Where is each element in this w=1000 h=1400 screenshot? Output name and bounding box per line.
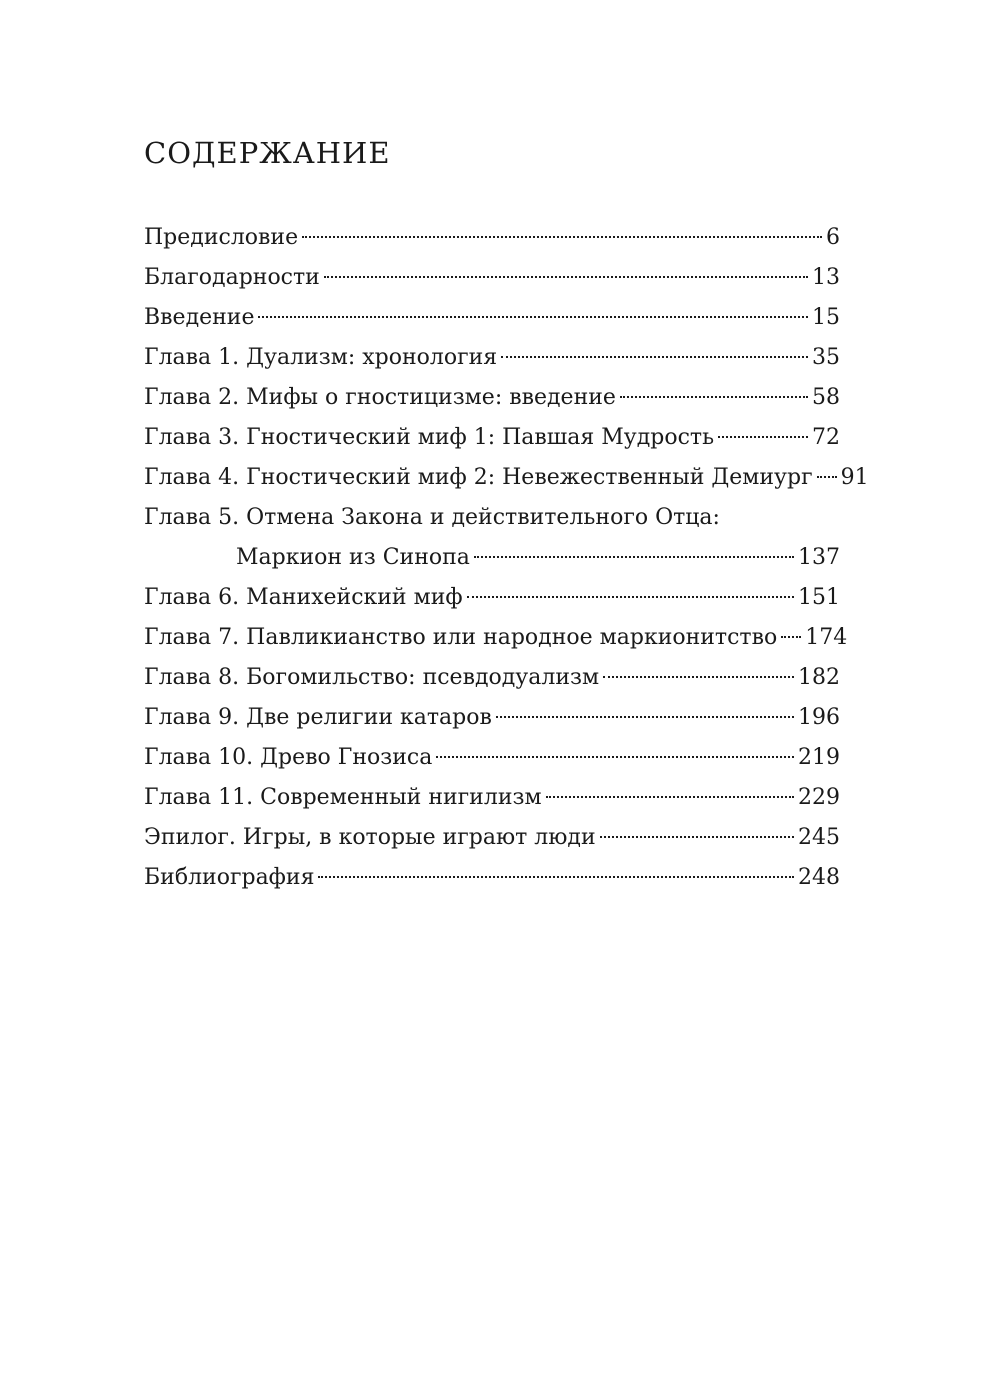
toc-entry-page: 35 (812, 345, 840, 370)
toc-dot-leader (436, 756, 794, 758)
toc-entry (144, 338, 840, 378)
toc-entry (144, 258, 840, 298)
toc-entry (144, 658, 840, 698)
toc-entry-page: 58 (812, 385, 840, 410)
toc-entry-label: Глава 10. Древо Гнозиса (144, 745, 433, 770)
toc-entry-page: 248 (798, 865, 840, 890)
toc-dot-leader (546, 796, 794, 798)
toc-dot-leader (501, 356, 808, 358)
toc-entry-label: Глава 1. Дуализм: хронология (144, 345, 498, 370)
toc-entry-label: Библиография (144, 865, 315, 890)
toc-entry-page: 219 (798, 745, 840, 770)
toc-list (144, 218, 869, 898)
toc-dot-leader (302, 236, 822, 238)
toc-entry-label: Глава 5. Отмена Закона и действительного Отца: (144, 505, 720, 530)
toc-entry-label: Глава 8. Богомильство: псевдодуализм (144, 665, 600, 690)
toc-entry-page: 91 (840, 465, 869, 490)
toc-dot-leader (474, 556, 794, 558)
toc-dot-leader (620, 396, 808, 398)
toc-entry-label: Глава 11. Современный нигилизм (144, 785, 542, 810)
toc-entry-page: 245 (798, 825, 840, 850)
toc-entry-label-continuation: Маркион из Синопа (236, 545, 470, 570)
toc-entry-page: 137 (798, 545, 840, 570)
toc-entry-page: 229 (798, 785, 840, 810)
toc-entry-label: Эпилог. Игры, в которые играют люди (144, 825, 596, 850)
toc-entry (144, 818, 840, 858)
toc-entry (144, 458, 869, 498)
toc-entry-page: 196 (798, 705, 840, 730)
toc-entry (144, 498, 840, 538)
toc-entry (144, 738, 840, 778)
toc-entry-page: 72 (812, 425, 840, 450)
toc-entry-page: 15 (812, 305, 840, 330)
toc-dot-leader (600, 836, 794, 838)
toc-dot-leader (258, 316, 808, 318)
toc-dot-leader (324, 276, 808, 278)
toc-dot-leader (467, 596, 794, 598)
toc-entry (144, 418, 840, 458)
toc-entry (144, 298, 840, 338)
toc-entry (144, 618, 848, 658)
toc-entry (144, 778, 840, 818)
toc-entry-label: Введение (144, 305, 255, 330)
toc-entry-label: Глава 4. Гностический миф 2: Невежественный Демиург (144, 465, 813, 490)
toc-entry (144, 578, 840, 618)
toc-dot-leader (496, 716, 794, 718)
toc-entry-page: 6 (826, 225, 840, 250)
toc-entry-label: Глава 3. Гностический миф 1: Павшая Мудрость (144, 425, 715, 450)
toc-entry-page: 13 (812, 265, 840, 290)
toc-dot-leader (603, 676, 794, 678)
toc-entry-page: 182 (798, 665, 840, 690)
toc-dot-leader (318, 876, 794, 878)
toc-entry-label: Глава 7. Павликианство или народное маркионитство (144, 625, 778, 650)
toc-entry (144, 378, 840, 418)
toc-entry-page: 174 (805, 625, 848, 650)
toc-entry (144, 698, 840, 738)
toc-entry-label: Предисловие (144, 225, 299, 250)
toc-entry-label: Глава 2. Мифы о гностицизме: введение (144, 385, 616, 410)
toc-dot-leader (781, 636, 801, 638)
toc-entry-label: Глава 9. Две религии катаров (144, 705, 492, 730)
toc-dot-leader (718, 436, 808, 438)
toc-entry (144, 218, 840, 258)
toc-title: СОДЕРЖАНИЕ (144, 136, 391, 170)
toc-entry-continuation (144, 538, 840, 578)
toc-entry-label: Глава 6. Манихейский миф (144, 585, 463, 610)
toc-entry (144, 858, 840, 898)
toc-entry-page: 151 (798, 585, 840, 610)
toc-entry-label: Благодарности (144, 265, 320, 290)
toc-dot-leader (817, 476, 837, 478)
